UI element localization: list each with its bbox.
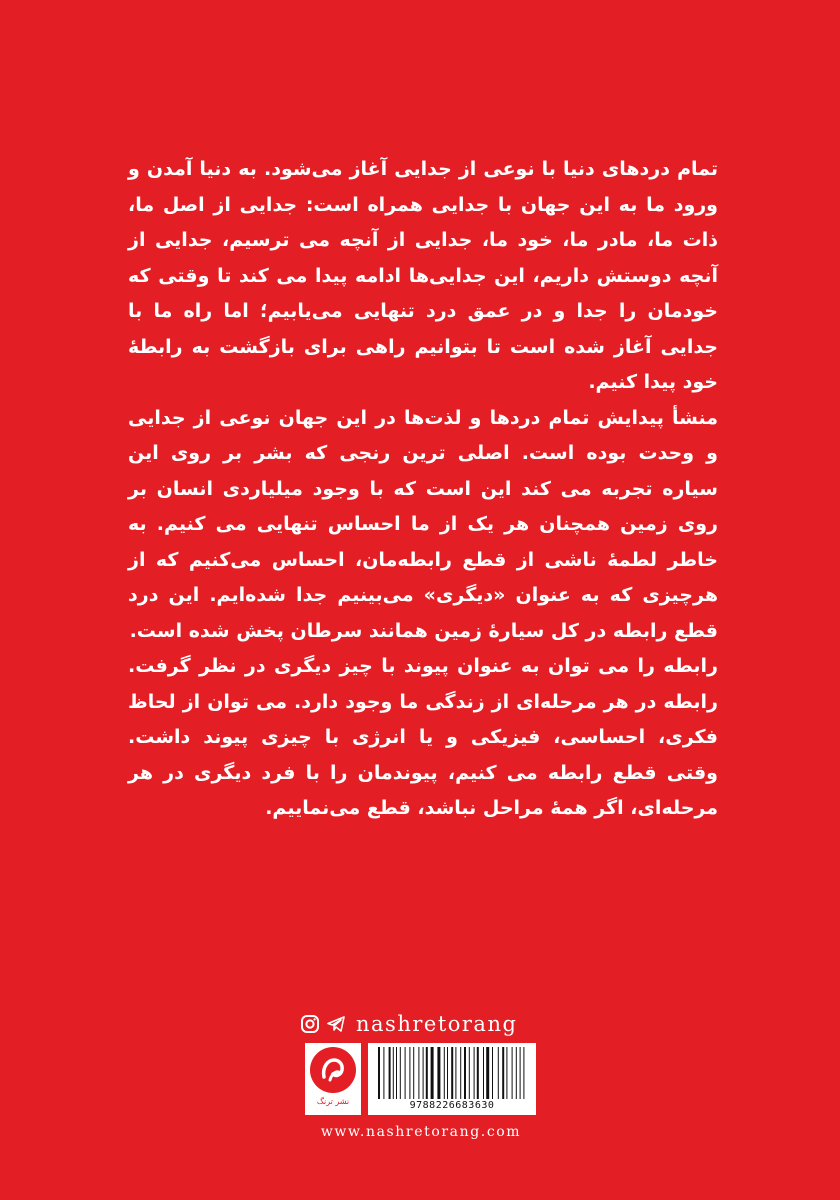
barcode-bars [376,1047,528,1099]
website-url: www.nashretorang.com [320,1124,522,1140]
publisher-logo [305,1043,361,1115]
instagram-icon [300,1014,320,1034]
blurb-paragraph-2: منشأ پیدایش تمام دردها و لذت‌ها در این جهان نوعی از جدایی و وحدت بوده است. اصلی ترین رنجی که بشر بر روی این سیاره تجربه می کند این است که با وجود میلیاردی انسان بر روی زمین همچنان هر یک از ما احساس تنهایی می کنیم. به خاطر لطمهٔ ناشی از قطع رابطه‌مان، احساس می‌کنیم که از هرچیزی که به عنوان «دیگری» می‌بینیم جدا شده‌ایم. این درد قطع رابطه در کل سیارهٔ زمین همانند سرطان پخش شده است. [128,406,718,642]
social-links [300,1010,517,1038]
blurb-paragraph-3: رابطه را می توان به عنوان پیوند با چیز دیگری در نظر گرفت. رابطه در هر مرحله‌ای از زندگی ما وجود دارد. می توان از لحاظ فکری، احساسی، فیزیکی و یا انرژی با چیزی پیوند داشت. وقتی قطع رابطه می کنیم، پیوندمان را با فرد دیگری در هر مرحله‌ای، اگر همهٔ مراحل نباشد، قطع می‌نماییم. [128,655,718,819]
logo-emblem [310,1047,356,1093]
social-handle: nashretorang [356,1012,518,1036]
blurb-paragraph-1: تمام دردهای دنیا با نوعی از جدایی آغاز می‌شود. به دنیا آمدن و ورود ما به این جهان با جدایی همراه است: جدایی از اصل ما، ذات ما، مادر ما، خود ما، جدایی از آنچه می ترسیم، جدایی از آنچه دوستش داریم، این جدایی‌ها ادامه پیدا می کند تا وقتی که خودمان را جدا و در عمق درد تنهایی می‌یابیم؛ اما راه ما با جدایی آغاز شده است تا بتوانیم راهی برای بازگشت به رابطهٔ خود پیدا کنیم. [128,158,718,393]
publisher-name: نشر ترنگ [316,1097,350,1106]
barcode [368,1043,536,1115]
blurb-text [128,152,718,827]
isbn-number: 9788226683630 [409,1100,495,1111]
telegram-icon [326,1014,346,1034]
